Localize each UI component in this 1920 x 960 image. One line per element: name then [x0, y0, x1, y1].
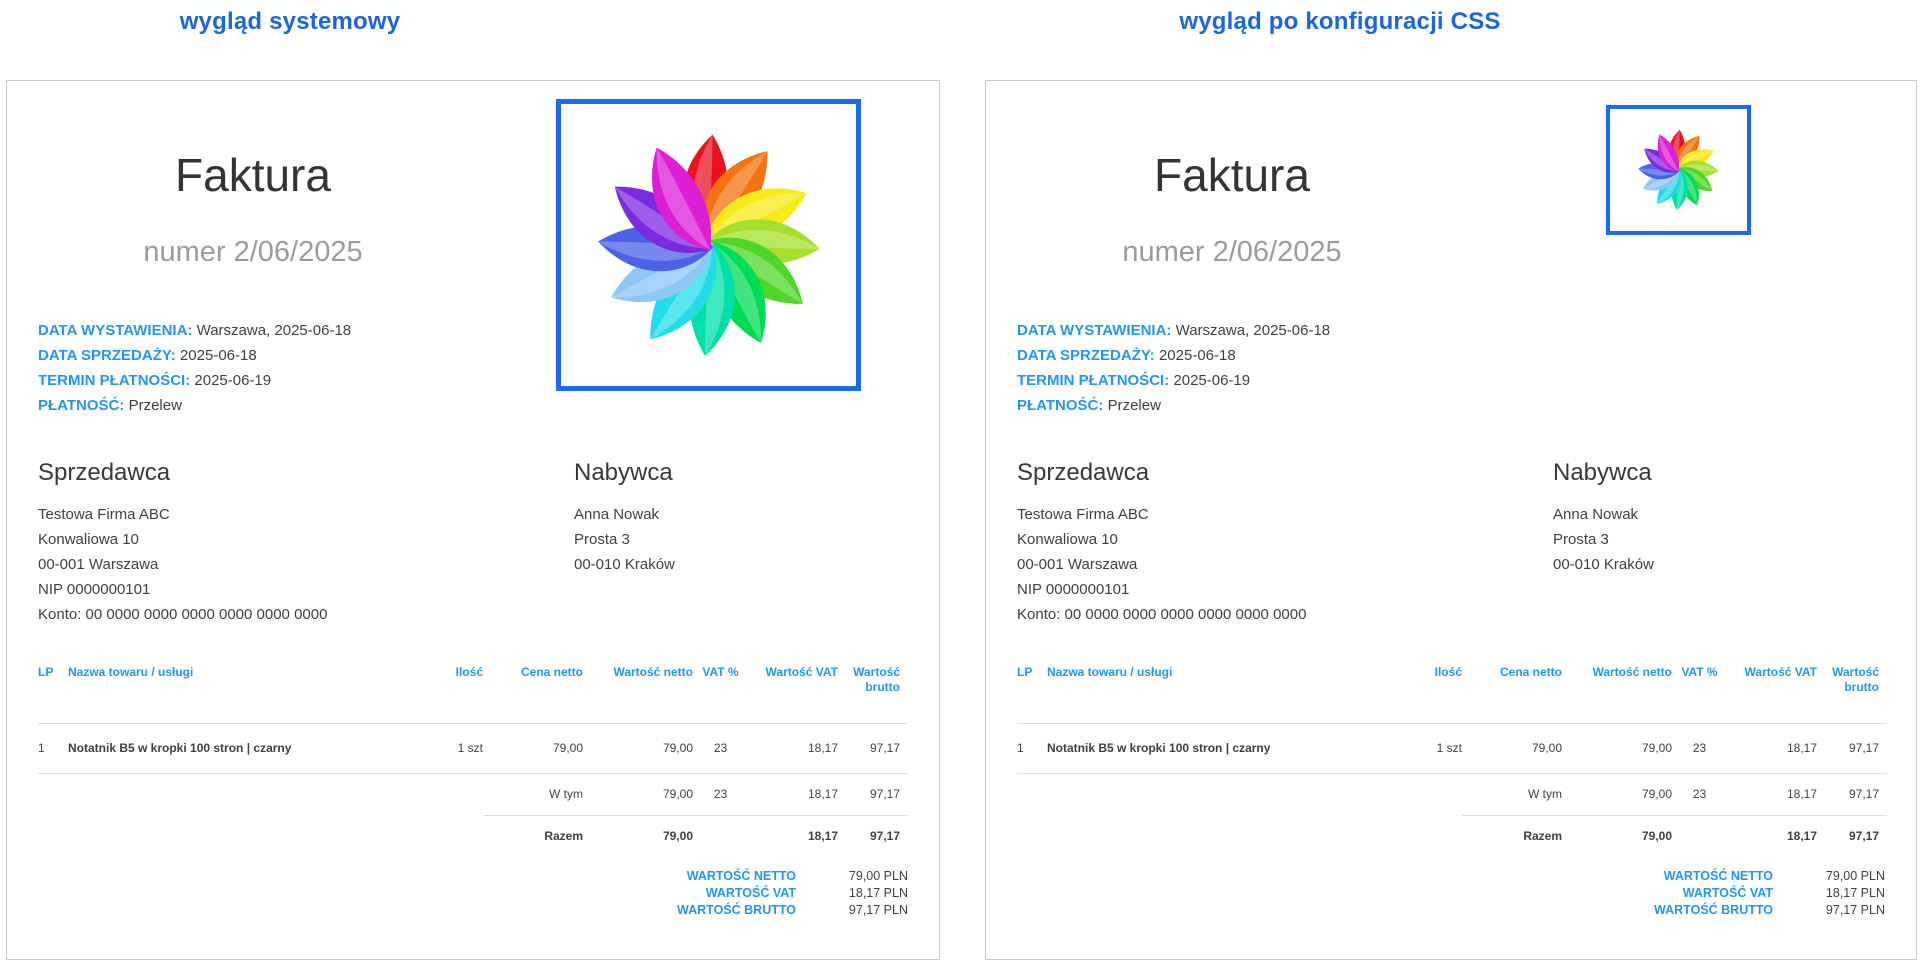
total-vat-value: 18,17 PLN [1825, 886, 1885, 900]
issue-date-label: DATA WYSTAWIENIA: [1017, 322, 1172, 339]
empty-cell [38, 816, 483, 858]
seller-account: Konto: 00 0000 0000 0000 0000 0000 0000 [38, 605, 328, 623]
col-header-price-net: Cena netto [483, 665, 583, 724]
col-header-value-net: Wartość netto [583, 665, 693, 724]
buyer-street: Prosta 3 [574, 530, 630, 548]
due-date-label: TERMIN PŁATNOŚCI: [38, 372, 191, 389]
total-vat-row [1654, 885, 1885, 902]
empty-cell [38, 774, 483, 816]
razem-vat-rate-empty [1672, 816, 1727, 858]
cell-lp: 1 [1017, 724, 1047, 774]
col-header-name: Nazwa towaru / usługi [68, 665, 398, 724]
buyer-section [574, 459, 675, 577]
cell-vat-rate: 23 [693, 724, 748, 774]
seller-heading: Sprzedawca [1017, 459, 1150, 486]
col-header-vat-rate: VAT % [693, 665, 748, 724]
razem-net: 79,00 [1562, 816, 1672, 858]
payment-method-value: Przelew [1107, 397, 1161, 414]
wtym-vat-rate: 23 [713, 787, 728, 801]
invoice-number: numer 2/06/2025 [143, 235, 363, 268]
rainbow-flower-logo-icon [1629, 126, 1728, 214]
cell-price-net: 79,00 [483, 724, 583, 774]
sale-date-label: DATA SPRZEDAŻY: [1017, 347, 1155, 364]
empty-cell [1017, 816, 1462, 858]
razem-label: Razem [1462, 816, 1562, 858]
invoice-preview-system [6, 80, 940, 960]
col-header-qty: Ilość [398, 665, 483, 724]
buyer-street: Prosta 3 [1553, 530, 1609, 548]
buyer-name: Anna Nowak [1553, 505, 1639, 523]
company-logo-frame [1606, 105, 1751, 235]
seller-street: Konwaliowa 10 [38, 530, 139, 548]
cell-gross: 97,17 [838, 724, 908, 774]
issue-date-row [38, 318, 351, 343]
cell-price-net: 79,00 [1462, 724, 1562, 774]
table-sum-row [1017, 816, 1887, 858]
razem-vat-rate-empty [693, 816, 748, 858]
buyer-city: 00-010 Kraków [574, 555, 675, 573]
sale-date-row [1017, 343, 1330, 368]
wtym-vat-rate: 23 [1692, 787, 1707, 801]
buyer-city: 00-010 Kraków [1553, 555, 1654, 573]
cell-vat-value: 18,17 [1727, 724, 1817, 774]
total-vat-row [677, 885, 908, 902]
due-date-label: TERMIN PŁATNOŚCI: [1017, 372, 1170, 389]
due-date-row [1017, 368, 1330, 393]
total-gross-value: 97,17 PLN [1825, 903, 1885, 917]
razem-gross: 97,17 [838, 816, 908, 858]
total-gross-row [1654, 902, 1885, 919]
payment-method-row [38, 393, 351, 418]
buyer-heading: Nabywca [1553, 459, 1652, 486]
due-date-value: 2025-06-19 [1173, 372, 1251, 389]
invoice-preview-css [985, 80, 1917, 960]
totals-summary [677, 868, 908, 919]
col-header-price-net: Cena netto [1462, 665, 1562, 724]
product-name-link[interactable]: Notatnik B5 w kropki 100 stron | czarny [1047, 724, 1377, 774]
due-date-value: 2025-06-19 [194, 372, 272, 389]
vat-breakdown-row [1017, 774, 1887, 816]
issue-date-value: Warszawa, 2025-06-18 [196, 322, 352, 339]
item-row [38, 724, 908, 774]
total-net-row [677, 868, 908, 885]
cell-value-net: 79,00 [1562, 724, 1672, 774]
invoice-title: Faktura [1154, 149, 1310, 201]
items-header-row [1017, 665, 1887, 724]
col-header-name: Nazwa towaru / usługi [1047, 665, 1377, 724]
cell-value-net: 79,00 [583, 724, 693, 774]
buyer-name: Anna Nowak [574, 505, 660, 523]
items-table [1017, 665, 1887, 857]
rainbow-flower-logo-icon [582, 124, 836, 367]
total-net-label: WARTOŚĆ NETTO [1663, 869, 1773, 883]
items-header-row [38, 665, 908, 724]
wtym-gross: 97,17 [869, 787, 900, 801]
total-net-label: WARTOŚĆ NETTO [686, 869, 796, 883]
col-header-vat-value: Wartość VAT [1727, 665, 1817, 724]
seller-nip: NIP 0000000101 [38, 580, 151, 598]
cell-qty: 1 szt [1377, 724, 1462, 774]
cell-qty: 1 szt [398, 724, 483, 774]
total-net-row [1654, 868, 1885, 885]
cell-lp: 1 [38, 724, 68, 774]
col-header-vat-value: Wartość VAT [748, 665, 838, 724]
cell-gross: 97,17 [1817, 724, 1887, 774]
seller-section [38, 459, 327, 627]
item-row [1017, 724, 1887, 774]
seller-city: 00-001 Warszawa [1017, 555, 1138, 573]
payment-method-value: Przelew [128, 397, 182, 414]
issue-date-label: DATA WYSTAWIENIA: [38, 322, 193, 339]
company-logo-frame [556, 99, 861, 391]
invoice-meta [1017, 318, 1330, 418]
total-vat-value: 18,17 PLN [848, 886, 908, 900]
sale-date-label: DATA SPRZEDAŻY: [38, 347, 176, 364]
seller-nip: NIP 0000000101 [1017, 580, 1130, 598]
col-header-vat-rate: VAT % [1672, 665, 1727, 724]
payment-method-label: PŁATNOŚĆ: [1017, 397, 1104, 414]
invoice-meta [38, 318, 351, 418]
totals-summary [1654, 868, 1885, 919]
col-header-gross: Wartość brutto [1817, 665, 1887, 724]
col-header-qty: Ilość [1377, 665, 1462, 724]
seller-account: Konto: 00 0000 0000 0000 0000 0000 0000 [1017, 605, 1307, 623]
invoice-title-block [38, 149, 468, 269]
col-header-lp: LP [38, 665, 68, 724]
total-gross-label: WARTOŚĆ BRUTTO [1654, 903, 1773, 917]
product-name-link[interactable]: Notatnik B5 w kropki 100 stron | czarny [68, 724, 398, 774]
issue-date-row [1017, 318, 1330, 343]
wtym-vat: 18,17 [807, 787, 838, 801]
total-gross-value: 97,17 PLN [848, 903, 908, 917]
total-net-value: 79,00 PLN [848, 869, 908, 883]
vat-breakdown-row [38, 774, 908, 816]
total-gross-row [677, 902, 908, 919]
items-table [38, 665, 908, 857]
seller-street: Konwaliowa 10 [1017, 530, 1118, 548]
table-sum-row [38, 816, 908, 858]
wtym-gross: 97,17 [1848, 787, 1879, 801]
invoice-title-block [1017, 149, 1447, 269]
wtym-vat: 18,17 [1786, 787, 1817, 801]
seller-section [1017, 459, 1306, 627]
issue-date-value: Warszawa, 2025-06-18 [1175, 322, 1331, 339]
col-header-gross: Wartość brutto [838, 665, 908, 724]
razem-gross: 97,17 [1817, 816, 1887, 858]
seller-heading: Sprzedawca [38, 459, 171, 486]
wtym-net: 79,00 [662, 787, 693, 801]
col-header-value-net: Wartość netto [1562, 665, 1672, 724]
wtym-label: W tym [549, 787, 583, 801]
total-vat-label: WARTOŚĆ VAT [705, 886, 796, 900]
payment-method-label: PŁATNOŚĆ: [38, 397, 125, 414]
wtym-net: 79,00 [1641, 787, 1672, 801]
seller-city: 00-001 Warszawa [38, 555, 159, 573]
left-variant-title: wygląd systemowy [179, 8, 401, 35]
total-vat-label: WARTOŚĆ VAT [1682, 886, 1773, 900]
total-net-value: 79,00 PLN [1825, 869, 1885, 883]
razem-net: 79,00 [583, 816, 693, 858]
seller-name: Testowa Firma ABC [38, 505, 170, 523]
empty-cell [1017, 774, 1462, 816]
buyer-section [1553, 459, 1654, 577]
due-date-row [38, 368, 351, 393]
cell-vat-value: 18,17 [748, 724, 838, 774]
invoice-number: numer 2/06/2025 [1122, 235, 1342, 268]
wtym-label: W tym [1528, 787, 1562, 801]
total-gross-label: WARTOŚĆ BRUTTO [677, 903, 796, 917]
razem-label: Razem [483, 816, 583, 858]
razem-vat: 18,17 [1727, 816, 1817, 858]
sale-date-value: 2025-06-18 [1158, 347, 1236, 364]
col-header-lp: LP [1017, 665, 1047, 724]
razem-vat: 18,17 [748, 816, 838, 858]
right-variant-title: wygląd po konfiguracji CSS [1179, 8, 1501, 35]
payment-method-row [1017, 393, 1330, 418]
seller-name: Testowa Firma ABC [1017, 505, 1149, 523]
cell-vat-rate: 23 [1672, 724, 1727, 774]
sale-date-value: 2025-06-18 [179, 347, 257, 364]
buyer-heading: Nabywca [574, 459, 673, 486]
sale-date-row [38, 343, 351, 368]
invoice-title: Faktura [175, 149, 331, 201]
